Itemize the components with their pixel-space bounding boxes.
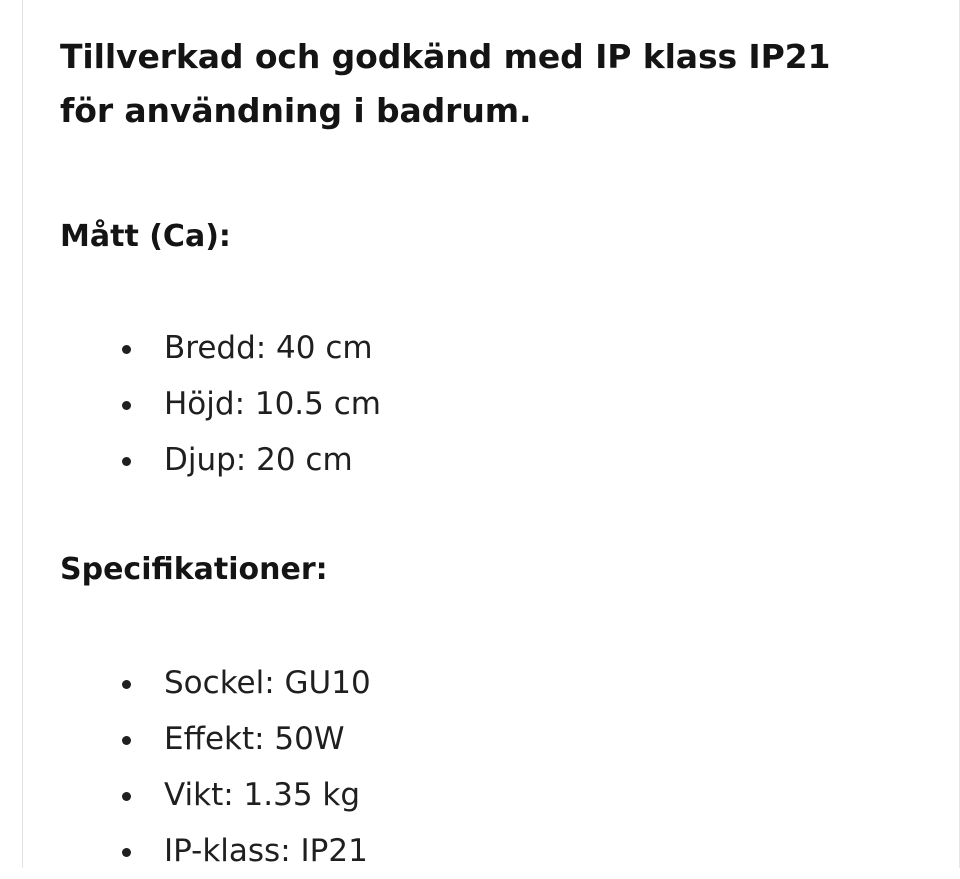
document-content bbox=[60, 0, 920, 879]
bullet-icon bbox=[122, 680, 131, 689]
dimensions-list bbox=[60, 256, 920, 488]
list-item bbox=[60, 823, 920, 879]
list-item bbox=[60, 711, 920, 767]
section-heading-specifications: Specifikationer: bbox=[60, 551, 328, 587]
bullet-icon bbox=[122, 792, 131, 801]
specifications-list bbox=[60, 589, 920, 879]
list-item-label: Djup: 20 cm bbox=[164, 441, 353, 478]
bullet-icon bbox=[122, 848, 131, 857]
bullet-icon bbox=[122, 401, 131, 410]
bullet-icon bbox=[122, 457, 131, 466]
list-item bbox=[60, 320, 920, 376]
list-item-label: Vikt: 1.35 kg bbox=[164, 776, 361, 813]
list-item-label: IP-klass: IP21 bbox=[164, 832, 368, 869]
list-item-label: Effekt: 50W bbox=[164, 720, 345, 757]
left-margin-divider bbox=[22, 0, 23, 868]
list-item-label: Höjd: 10.5 cm bbox=[164, 385, 381, 422]
list-item-label: Sockel: GU10 bbox=[164, 664, 371, 701]
lead-paragraph: Tillverkad och godkänd med IP klass IP21 för användning i badrum. bbox=[60, 37, 831, 131]
list-item bbox=[60, 767, 920, 823]
list-item bbox=[60, 655, 920, 711]
list-item bbox=[60, 376, 920, 432]
section-heading-dimensions: Mått (Ca): bbox=[60, 218, 231, 254]
bullet-icon bbox=[122, 345, 131, 354]
list-item bbox=[60, 432, 920, 488]
list-item-label: Bredd: 40 cm bbox=[164, 329, 373, 366]
bullet-icon bbox=[122, 736, 131, 745]
